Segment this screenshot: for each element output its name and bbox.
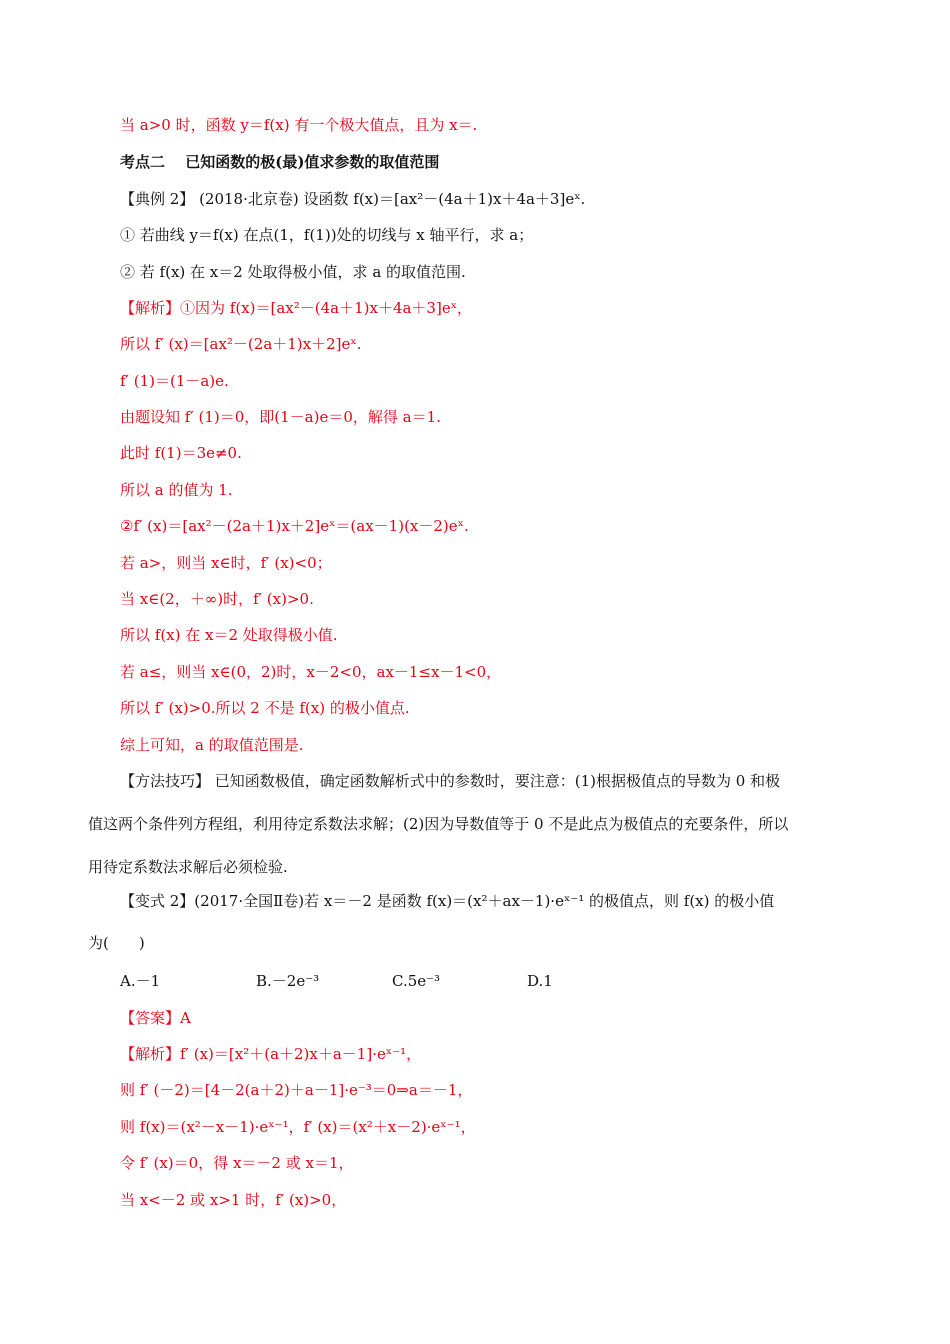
solution-line: 所以 f(x) 在 x＝2 处取得极小值. [120,626,338,644]
solution-line: ②f′ (x)＝[ax²－(2a＋1)x＋2]eˣ＝(ax－1)(x－2)eˣ. [120,517,469,535]
solution-line: 当 x<－2 或 x>1 时，f′ (x)>0， [120,1191,347,1209]
solution-line: 若 a>，则当 x∈时，f′ (x)<0； [120,554,332,572]
solution-line: 则 f(x)＝(x²－x－1)·eˣ⁻¹，f′ (x)＝(x²＋x－2)·eˣ⁻¹， [120,1118,476,1136]
option-a: A.－1 [120,972,161,990]
variant-title: 【变式 2】(2017·全国Ⅱ卷)若 x＝－2 是函数 f(x)＝(x²＋ax－1)·eˣ⁻¹ 的极值点，则 f(x) 的极小值 [120,892,775,910]
solution-line: 此时 f(1)＝3e≠0. [120,444,242,462]
solution-line: 由题设知 f′ (1)＝0，即(1－a)e＝0，解得 a＝1. [120,408,441,426]
solution-line: 令 f′ (x)＝0，得 x＝－2 或 x＝1， [120,1154,354,1172]
question-part: ① 若曲线 y＝f(x) 在点(1，f(1))处的切线与 x 轴平行，求 a； [120,226,534,244]
solution-line: 【解析】f′ (x)＝[x²＋(a＋2)x＋a－1]·eˣ⁻¹， [120,1045,422,1063]
method-tips-cont: 用待定系数法求解后必须检验. [88,858,288,876]
question-part: ② 若 f(x) 在 x＝2 处取得极小值，求 a 的取值范围. [120,263,466,281]
solution-line: 综上可知，a 的取值范围是. [120,736,304,754]
option-c: C.5e⁻³ [392,972,441,990]
solution-line: 当 x∈(2，＋∞)时，f′ (x)>0. [120,590,314,608]
solution-line: 【解析】①因为 f(x)＝[ax²－(4a＋1)x＋4a＋3]eˣ， [120,299,473,317]
section-heading: 考点二 已知函数的极(最)值求参数的取值范围 [120,153,440,171]
solution-line: 所以 f′ (x)>0.所以 2 不是 f(x) 的极小值点. [120,699,410,717]
variant-title-cont: 为( ) [88,934,145,952]
option-b: B.－2e⁻³ [256,972,320,990]
answer-line: 【答案】A [120,1009,191,1027]
option-d: D.1 [527,972,553,990]
method-tips: 【方法技巧】 已知函数极值，确定函数解析式中的参数时，要注意：(1)根据极值点的导数为 0 和极 [120,772,781,790]
solution-line: f′ (1)＝(1－a)e. [120,372,229,390]
method-tips-cont: 值这两个条件列方程组，利用待定系数法求解；(2)因为导数值等于 0 不是此点为极值点的充要条件，所以 [88,815,789,833]
solution-line: 则 f′ (－2)＝[4－2(a＋2)＋a－1]·e⁻³＝0⇒a＝－1， [120,1081,473,1099]
solution-line: 若 a≤，则当 x∈(0，2)时，x－2<0，ax－1≤x－1<0， [120,663,502,681]
solution-line: 所以 a 的值为 1. [120,481,233,499]
example-title: 【典例 2】 (2018·北京卷) 设函数 f(x)＝[ax²－(4a＋1)x＋4a＋3]eˣ. [120,190,586,208]
solution-line: 所以 f′ (x)＝[ax²－(2a＋1)x＋2]eˣ. [120,335,362,353]
text-line: 当 a>0 时，函数 y＝f(x) 有一个极大值点，且为 x＝. [120,116,478,134]
